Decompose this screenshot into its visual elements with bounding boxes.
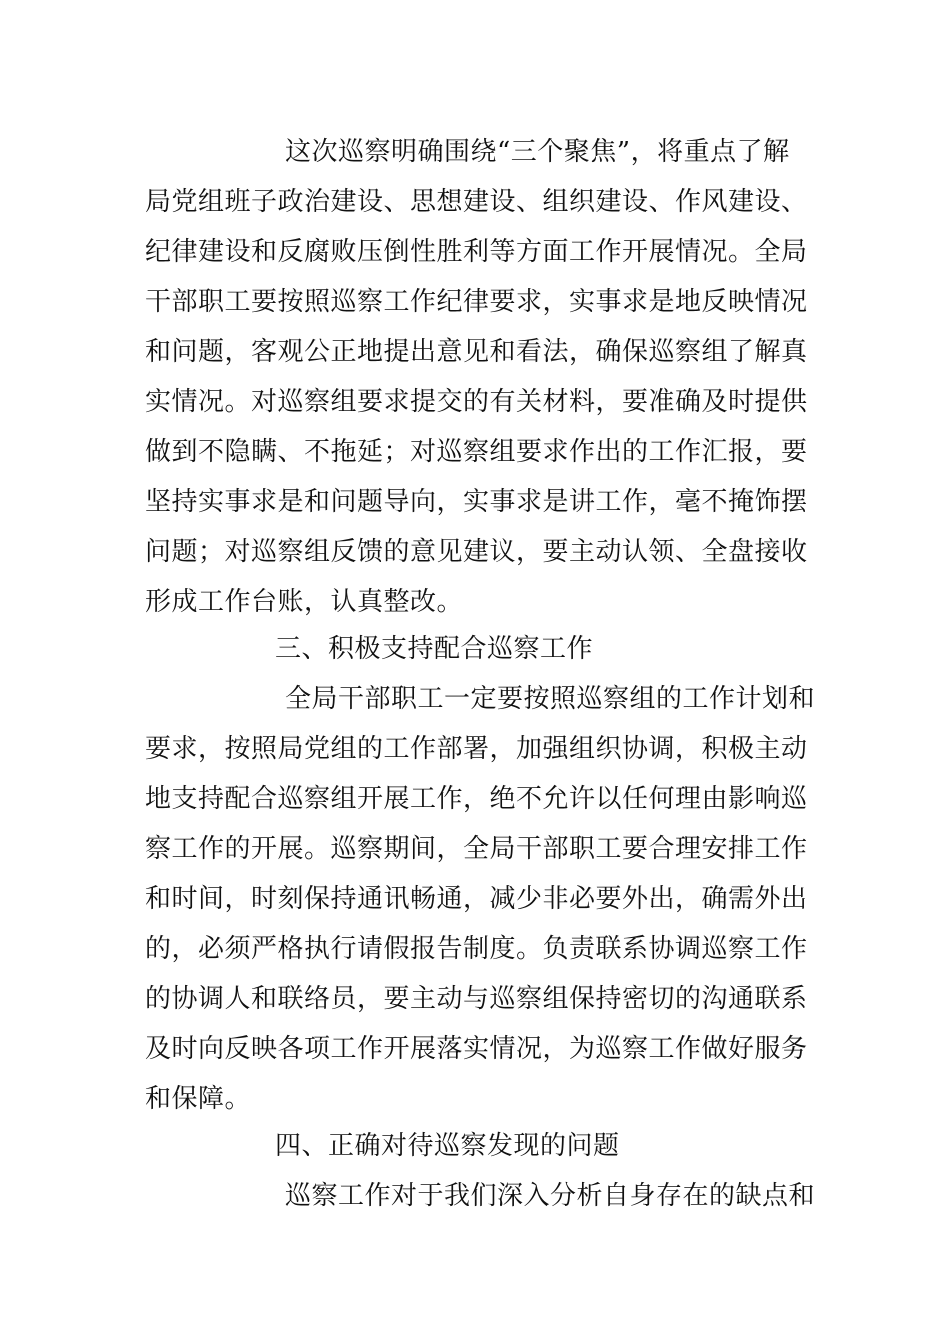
paragraph-1-line-8: 坚持实事求是和问题导向，实事求是讲工作，毫不掩饰摆 xyxy=(145,487,808,517)
paragraph-2-line-7: 的协调人和联络员，要主动与巡察组保持密切的沟通联系 xyxy=(145,984,808,1014)
paragraph-3-line-1: 巡察工作对于我们深入分析自身存在的缺点和 xyxy=(285,1181,816,1211)
paragraph-2-line-6: 的，必须严格执行请假报告制度。负责联系协调巡察工作 xyxy=(145,934,808,964)
paragraph-1-line-1: 这次巡察明确围绕“三个聚焦”，将重点了解 xyxy=(285,137,790,167)
section-heading-4: 四、正确对待巡察发现的问题 xyxy=(275,1131,620,1161)
paragraph-2-line-9: 和保障。 xyxy=(145,1084,252,1114)
paragraph-2-line-8: 及时向反映各项工作开展落实情况，为巡察工作做好服务 xyxy=(145,1034,808,1064)
paragraph-2-line-4: 察工作的开展。巡察期间，全局干部职工要合理安排工作 xyxy=(145,834,808,864)
section-heading-3: 三、积极支持配合巡察工作 xyxy=(275,634,594,664)
paragraph-1-line-7: 做到不隐瞒、不拖延；对巡察组要求作出的工作汇报，要 xyxy=(145,437,808,467)
paragraph-2-line-1: 全局干部职工一定要按照巡察组的工作计划和 xyxy=(285,684,816,714)
paragraph-2-line-3: 地支持配合巡察组开展工作，绝不允许以任何理由影响巡 xyxy=(145,784,808,814)
paragraph-1-line-6: 实情况。对巡察组要求提交的有关材料，要准确及时提供 xyxy=(145,387,808,417)
paragraph-2-line-5: 和时间，时刻保持通讯畅通，减少非必要外出，确需外出 xyxy=(145,884,808,914)
paragraph-1-line-2: 局党组班子政治建设、思想建设、组织建设、作风建设、 xyxy=(145,187,808,217)
paragraph-1-line-9: 问题；对巡察组反馈的意见建议，要主动认领、全盘接收 xyxy=(145,537,808,567)
paragraph-1-line-4: 干部职工要按照巡察工作纪律要求，实事求是地反映情况 xyxy=(145,287,808,317)
paragraph-1-line-5: 和问题，客观公正地提出意见和看法，确保巡察组了解真 xyxy=(145,337,808,367)
paragraph-1-line-10: 形成工作台账，认真整改。 xyxy=(145,587,464,617)
paragraph-1-line-3: 纪律建设和反腐败压倒性胜利等方面工作开展情况。全局 xyxy=(145,237,808,267)
paragraph-2-line-2: 要求，按照局党组的工作部署，加强组织协调，积极主动 xyxy=(145,734,808,764)
